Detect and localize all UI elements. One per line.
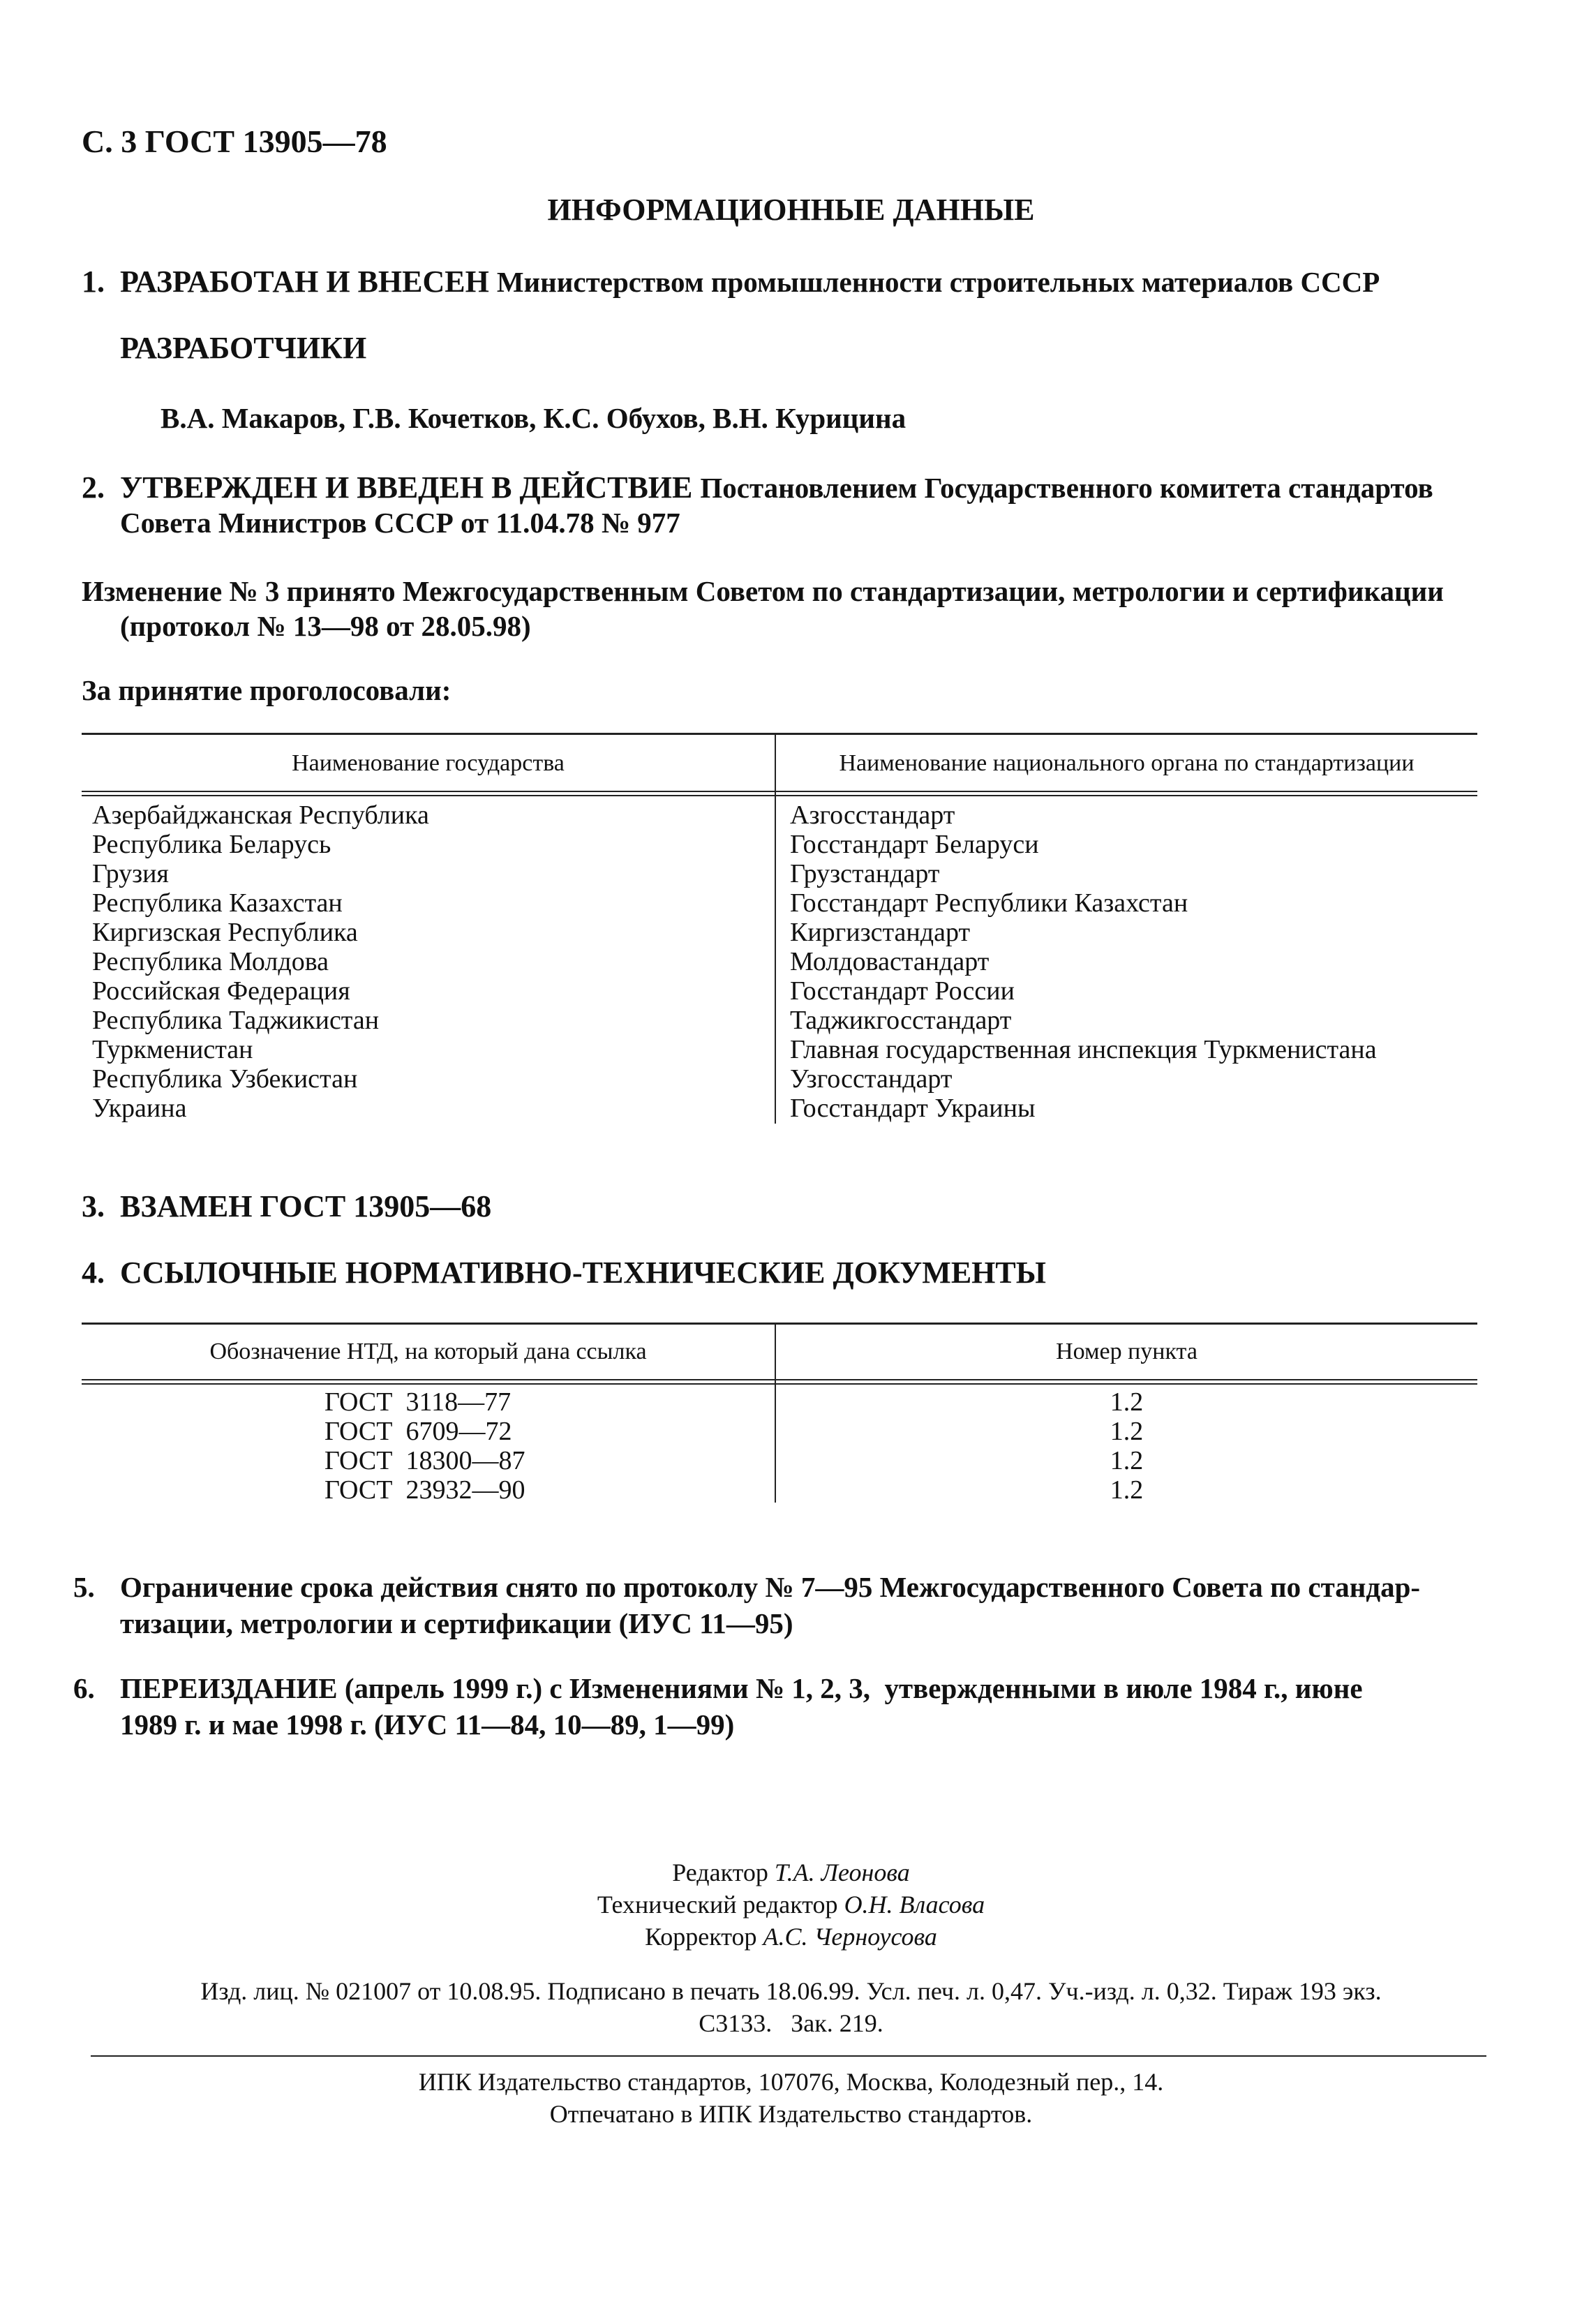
section-1-number: 1. xyxy=(82,265,105,299)
section-2-number: 2. xyxy=(82,470,105,505)
ref-doc-row: ГОСТ 3118—77 xyxy=(324,1387,512,1417)
credits xyxy=(0,1856,1582,1953)
vote-table-top-rule xyxy=(82,733,1477,735)
editor-name: Т.А. Леонова xyxy=(774,1859,910,1886)
section-2-lead: УТВЕРЖДЕН И ВВЕДЕН В ДЕЙСТВИЕ xyxy=(120,470,693,505)
corrector-name: А.С. Черноусова xyxy=(763,1923,937,1951)
credit-corrector: Корректор А.С. Черноусова xyxy=(645,1923,937,1951)
ref-doc-row: ГОСТ 23932—90 xyxy=(324,1475,525,1505)
section-1-lead: РАЗРАБОТАН И ВНЕСЕН xyxy=(120,265,489,299)
ref-item-row: 1.2 xyxy=(1110,1446,1144,1475)
credit-editor: Редактор Т.А. Леонова xyxy=(672,1859,910,1886)
state-row: Республика Беларусь xyxy=(92,830,331,859)
section-3-text: ВЗАМЕН ГОСТ 13905—68 xyxy=(120,1189,492,1223)
body-row: Госстандарт Беларуси xyxy=(790,830,1039,859)
section-5-line2: тизации, метрологии и сертификации (ИУС 11—95) xyxy=(120,1607,793,1639)
section-1 xyxy=(82,262,1380,302)
section-4 xyxy=(82,1253,1046,1293)
section-6-line1: ПЕРЕИЗДАНИЕ (апрель 1999 г.) с Изменениями № 1, 2, 3, утвержденными в июле 1984 г., июне xyxy=(120,1672,1363,1704)
ref-col-item-header: Номер пункта xyxy=(1056,1339,1197,1364)
ref-table-header-rule1 xyxy=(82,1379,1477,1380)
publisher-line2: Отпечатано в ИПК Издательство стандартов. xyxy=(549,2100,1033,2128)
imprint xyxy=(0,1975,1582,2039)
section-2-text-line1: Постановлением Государственного комитета стандартов xyxy=(700,472,1433,504)
tech-editor-name: О.Н. Власова xyxy=(844,1891,985,1919)
body-row: Грузстандарт xyxy=(790,859,940,888)
section-4-number: 4. xyxy=(82,1256,105,1290)
state-row: Туркменистан xyxy=(92,1035,253,1064)
body-row: Молдовастандарт xyxy=(790,947,990,976)
state-row: Украина xyxy=(92,1094,187,1123)
vote-heading: За принятие проголосовали: xyxy=(82,674,452,706)
ref-item-row: 1.2 xyxy=(1110,1475,1144,1505)
ref-table-top-rule xyxy=(82,1323,1477,1325)
ref-item-row: 1.2 xyxy=(1110,1417,1144,1446)
ref-docs-column xyxy=(324,1387,525,1505)
imprint-line1: Изд. лиц. № 021007 от 10.08.95. Подписано в печать 18.06.99. Усл. печ. л. 0,47. Уч.-изд. л. 0,32. Тираж 193 экз. xyxy=(200,1977,1382,2005)
body-row: Госстандарт Республики Казахстан xyxy=(790,888,1188,918)
publisher xyxy=(0,2066,1582,2130)
state-row: Российская Федерация xyxy=(92,976,350,1006)
amendment-line1: Изменение № 3 принято Межгосударственным Советом по стандартизации, метрологии и сертификации xyxy=(82,575,1444,607)
section-1-text: Министерством промышленности строительных материалов СССР xyxy=(496,266,1380,298)
developers-list: В.А. Макаров, Г.В. Кочетков, К.С. Обухов, В.Н. Курицина xyxy=(161,402,906,434)
vote-table-header-rule2 xyxy=(82,795,1477,796)
state-row: Республика Молдова xyxy=(92,947,329,976)
state-row: Республика Казахстан xyxy=(92,888,343,918)
ref-doc-row: ГОСТ 18300—87 xyxy=(324,1446,525,1475)
body-row: Таджикгосстандарт xyxy=(790,1006,1012,1035)
body-row: Главная государственная инспекция Туркменистана xyxy=(790,1035,1377,1064)
body-row: Госстандарт Украины xyxy=(790,1094,1036,1123)
amendment-line2: (протокол № 13—98 от 28.05.98) xyxy=(120,610,531,642)
section-6-number: 6. xyxy=(73,1672,95,1704)
section-5 xyxy=(73,1567,1420,1607)
vote-col-body-header: Наименование национального органа по стандартизации xyxy=(839,750,1415,776)
credit-tech-editor: Технический редактор О.Н. Власова xyxy=(597,1891,985,1919)
page-header: С. 3 ГОСТ 13905—78 xyxy=(82,124,387,159)
section-5-line1: Ограничение срока действия снято по протоколу № 7—95 Межгосударственного Совета по стандар- xyxy=(120,1571,1421,1603)
body-row: Госстандарт России xyxy=(790,976,1015,1006)
section-2-text-line2: Совета Министров СССР от 11.04.78 № 977 xyxy=(120,507,680,539)
state-row: Республика Таджикистан xyxy=(92,1006,380,1035)
imprint-line2: С3133. Зак. 219. xyxy=(699,2009,883,2037)
publisher-line1: ИПК Издательство стандартов, 107076, Москва, Колодезный пер., 14. xyxy=(418,2068,1164,2096)
section-3 xyxy=(82,1186,491,1227)
ref-col-doc-header: Обозначение НТД, на который дана ссылка xyxy=(209,1339,647,1364)
section-5-number: 5. xyxy=(73,1571,95,1603)
state-row: Азербайджанская Республика xyxy=(92,800,429,830)
ref-item-row: 1.2 xyxy=(1110,1387,1144,1417)
vote-table-header-rule1 xyxy=(82,791,1477,792)
state-row: Республика Узбекистан xyxy=(92,1064,358,1094)
body-row: Азгосстандарт xyxy=(790,800,955,830)
body-row: Узгосстандарт xyxy=(790,1064,953,1094)
state-row: Киргизская Республика xyxy=(92,918,358,947)
vote-bodies-column xyxy=(790,800,1377,1123)
section-3-number: 3. xyxy=(82,1189,105,1223)
imprint-rule xyxy=(91,2055,1486,2057)
state-row: Грузия xyxy=(92,859,169,888)
section-6-line2: 1989 г. и мае 1998 г. (ИУС 11—84, 10—89, 1—99) xyxy=(120,1708,735,1741)
ref-items-column xyxy=(776,1387,1477,1505)
section-4-text: ССЫЛОЧНЫЕ НОРМАТИВНО-ТЕХНИЧЕСКИЕ ДОКУМЕНТЫ xyxy=(120,1256,1046,1290)
page-title: ИНФОРМАЦИОННЫЕ ДАННЫЕ xyxy=(547,193,1035,227)
developers-heading: РАЗРАБОТЧИКИ xyxy=(120,331,367,365)
section-6 xyxy=(73,1668,1363,1708)
ref-doc-row: ГОСТ 6709—72 xyxy=(324,1417,512,1446)
vote-col-state-header: Наименование государства xyxy=(292,750,565,776)
body-row: Киргизстандарт xyxy=(790,918,971,947)
vote-states-column xyxy=(92,800,429,1123)
ref-table-header-rule2 xyxy=(82,1383,1477,1385)
